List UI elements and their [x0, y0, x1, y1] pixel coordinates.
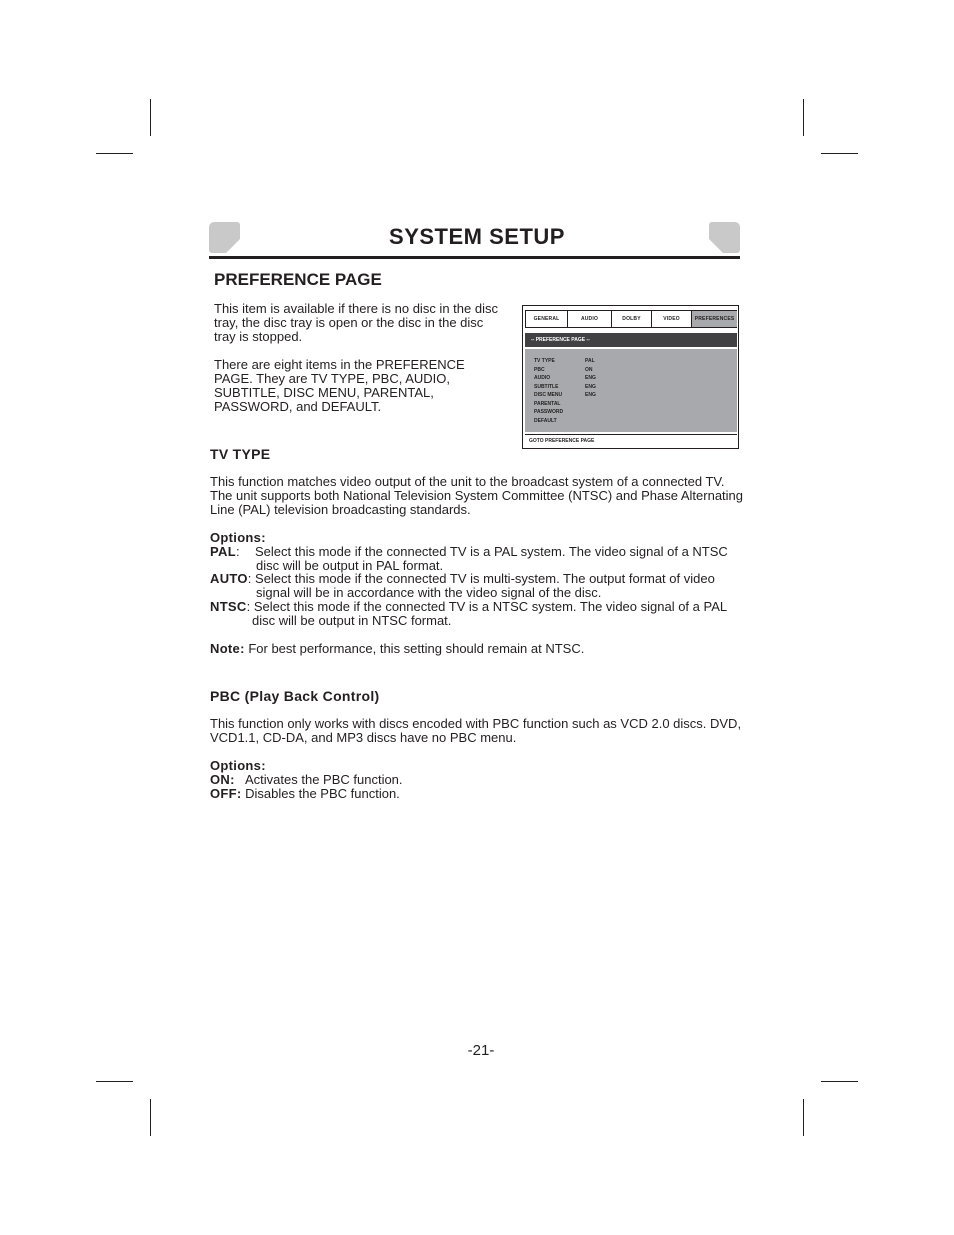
- osd-row-value: PAL: [585, 358, 595, 364]
- option-separator: :: [235, 544, 240, 559]
- osd-row-label: PASSWORD: [534, 409, 564, 415]
- option-ntsc-text: disc will be output in NTSC format.: [252, 613, 452, 628]
- tv-type-description: This function matches video output of the unit to the broadcast system of a connected TV. The unit supports both National Television System Committee (NTSC) and Phase Alternating Line (PAL) television broadcasting standards.: [210, 474, 744, 517]
- tv-type-heading: TV TYPE: [210, 446, 271, 462]
- option-off: [210, 787, 400, 801]
- crop-mark: [803, 99, 804, 136]
- option-ntsc: [210, 600, 727, 614]
- page-number: -21-: [467, 1042, 495, 1059]
- osd-row-value: ENG: [585, 383, 596, 390]
- option-on-text: Activates the PBC function.: [245, 772, 403, 787]
- osd-item-list: [525, 349, 737, 432]
- option-pal: [210, 545, 240, 559]
- pbc-heading: PBC (Play Back Control): [210, 688, 380, 704]
- crop-mark: [150, 99, 151, 136]
- option-pal-text: disc will be output in PAL format.: [256, 558, 444, 573]
- osd-row-label: AUDIO: [534, 375, 551, 381]
- note-text: For best performance, this setting should remain at NTSC.: [248, 641, 585, 656]
- intro-text: [214, 302, 499, 428]
- intro-paragraph: This item is available if there is no disc in the disc tray, the disc tray is open or the disc in the disc tray is stopped.: [214, 301, 498, 344]
- option-pal-text: Select this mode if the connected TV is a PAL system. The video signal of a NTSC: [255, 544, 728, 559]
- osd-tab-preferences: PREFERENCES: [692, 311, 737, 327]
- title-rule: [209, 256, 740, 259]
- section-title: PREFERENCE PAGE: [214, 270, 382, 289]
- osd-page-header: -- PREFERENCE PAGE --: [525, 333, 737, 347]
- osd-row-value: ENG: [585, 375, 596, 381]
- osd-row-label: DEFAULT: [534, 417, 557, 424]
- osd-tab-dolby: DOLBY: [612, 311, 652, 327]
- tv-type-note: [210, 642, 584, 656]
- page-title: SYSTEM SETUP: [389, 224, 565, 249]
- osd-screen: [522, 305, 739, 449]
- option-on: [210, 773, 235, 787]
- crop-mark: [96, 1081, 133, 1082]
- option-key: PAL: [210, 544, 236, 559]
- option-text: Disables the PBC function.: [245, 786, 400, 801]
- osd-row-label: DISC MENU: [534, 392, 563, 398]
- osd-tab-video: VIDEO: [652, 311, 692, 327]
- osd-row-value: ENG: [585, 392, 596, 398]
- crop-mark: [821, 1081, 858, 1082]
- osd-row-label: PARENTAL: [534, 400, 561, 407]
- osd-footer: GOTO PREFERENCE PAGE: [525, 434, 737, 446]
- option-key: AUTO: [210, 571, 248, 586]
- osd-row-label: PBC: [534, 366, 545, 373]
- crop-mark: [821, 153, 858, 154]
- crop-mark: [150, 1099, 151, 1136]
- crop-mark: [96, 153, 133, 154]
- option-key: NTSC: [210, 599, 247, 614]
- osd-tab-audio: AUDIO: [568, 311, 612, 327]
- osd-row-label: TV TYPE: [534, 358, 555, 364]
- option-key: ON:: [210, 772, 235, 787]
- option-auto-text: signal will be in accordance with the video signal of the disc.: [256, 585, 602, 600]
- pbc-description: This function only works with discs encoded with PBC function such as VCD 2.0 discs. DVD, VCD1.1, CD-DA, and MP3 discs have no PBC menu.: [210, 716, 742, 745]
- osd-row-label: SUBTITLE: [534, 383, 559, 390]
- option-text: : Select this mode if the connected TV is multi-system. The output format of video: [247, 571, 715, 586]
- osd-row-value: ON: [585, 366, 593, 373]
- osd-tab-bar: [525, 310, 737, 328]
- intro-paragraph: There are eight items in the PREFERENCE PAGE. They are TV TYPE, PBC, AUDIO, SUBTITLE, DISC MENU, PARENTAL, PASSWORD, and DEFAULT.: [214, 357, 465, 414]
- note-label: Note:: [210, 641, 245, 656]
- pbc-options-label: Options:: [210, 758, 266, 773]
- osd-tab-general: GENERAL: [525, 311, 568, 327]
- tv-type-options-label: Options:: [210, 530, 266, 545]
- option-key: OFF:: [210, 786, 242, 801]
- crop-mark: [803, 1099, 804, 1136]
- option-text: : Select this mode if the connected TV is a NTSC system. The video signal of a PAL: [246, 599, 728, 614]
- option-auto: [210, 572, 715, 586]
